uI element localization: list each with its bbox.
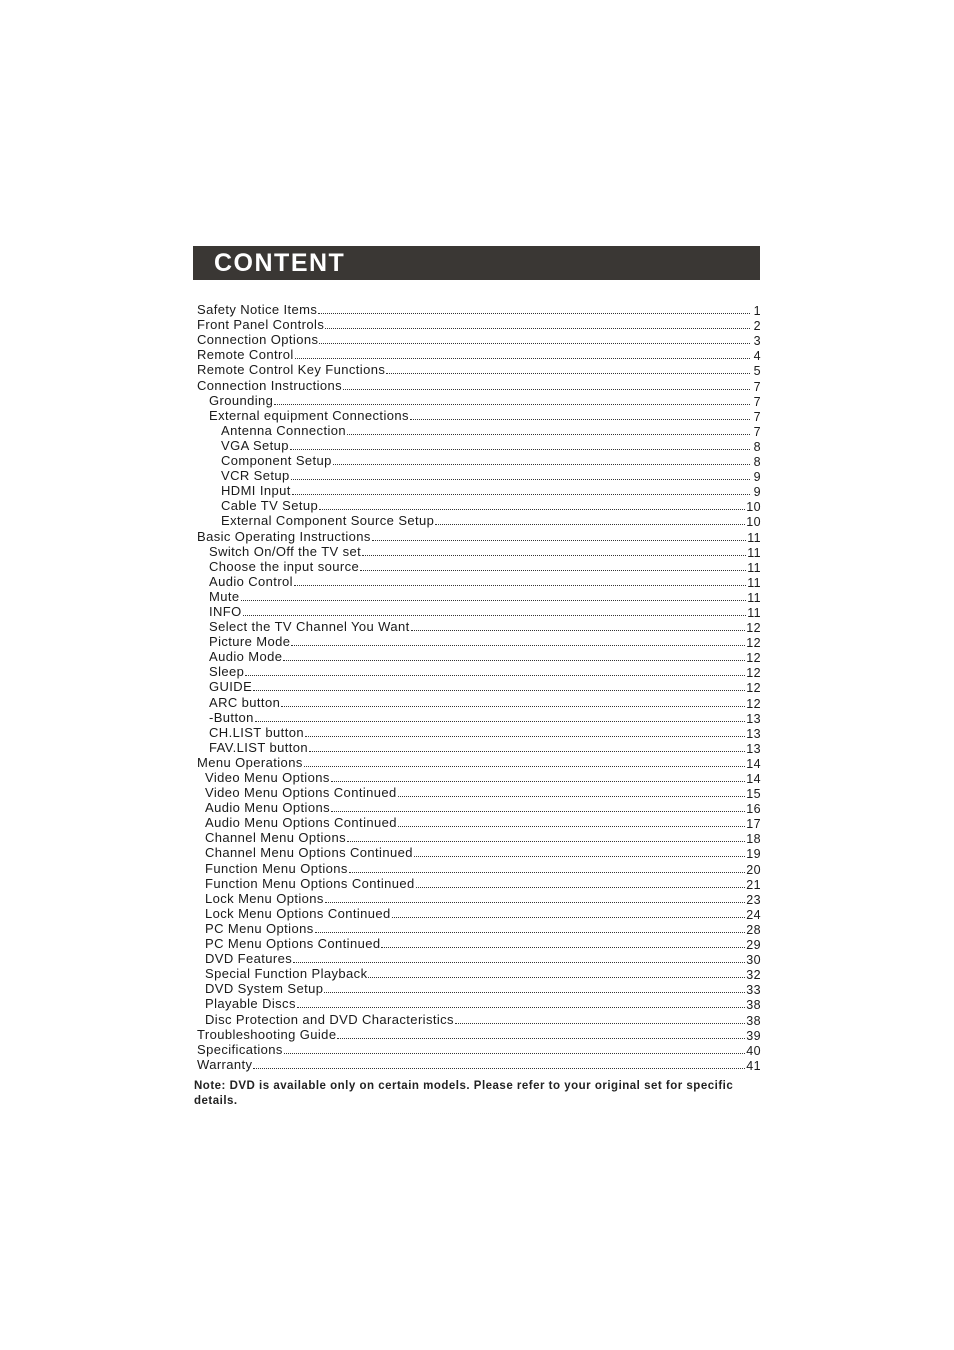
toc-entry-title: Front Panel Controls [197,317,325,333]
toc-dot-leader [293,961,745,963]
toc-dot-leader [386,372,750,374]
toc-dot-leader [292,493,750,495]
toc-entry-title: Antenna Connection [221,422,347,438]
toc-entry-title: Troubleshooting Guide [197,1026,337,1042]
toc-entry-title: Select the TV Channel You Want [209,619,410,635]
toc-dot-leader [305,735,745,737]
toc-entry-page: 21 [746,877,761,892]
toc-dot-leader [253,1067,745,1069]
toc-entry-page: 5 [753,364,761,379]
toc-entry[interactable] [197,740,761,755]
toc-entry-title: Lock Menu Options Continued [205,905,391,921]
toc-dot-leader [297,1006,745,1008]
note-text: DVD is available only on certain models. Please refer to your original set for specific details. [194,1080,734,1107]
toc-dot-leader [325,901,745,903]
toc-entry[interactable] [197,891,761,906]
toc-entry-title: Audio Control [209,573,293,589]
toc-entry-title: INFO [209,603,242,619]
toc-entry[interactable] [197,906,761,921]
toc-dot-leader [319,342,750,344]
toc-entry-page: 7 [753,379,761,394]
toc-entry[interactable] [197,755,761,770]
toc-entry-title: Audio Mode [209,649,283,665]
toc-entry-page: 12 [746,696,761,711]
toc-entry-page: 11 [747,590,761,605]
note-label: Note: [194,1080,226,1092]
toc-entry-title: PC Menu Options Continued [205,936,381,952]
toc-entry-title: Basic Operating Instructions [197,528,371,544]
toc-dot-leader [392,916,746,918]
toc-entry-title: CH.LIST button [209,724,304,740]
toc-entry-title: -Button [209,709,254,725]
toc-entry-page: 18 [746,832,761,847]
toc-entry[interactable] [197,770,761,785]
toc-entry-page: 10 [746,515,761,530]
toc-entry-page: 9 [753,485,761,500]
toc-entry-title: Connection Options [197,332,319,348]
toc-entry-title: DVD System Setup [205,981,324,997]
toc-dot-leader [319,508,745,510]
toc-entry-page: 19 [746,847,761,862]
toc-entry-page: 11 [747,575,761,590]
toc-dot-leader [325,327,750,329]
toc-entry[interactable] [197,347,761,362]
toc-dot-leader [349,871,745,873]
toc-dot-leader [290,448,750,450]
toc-entry[interactable] [197,302,761,317]
toc-dot-leader [411,629,746,631]
toc-entry[interactable] [197,589,761,604]
toc-entry[interactable] [197,423,761,438]
toc-entry-page: 32 [746,968,761,983]
toc-entry[interactable] [197,694,761,709]
toc-dot-leader [295,357,750,359]
toc-entry-page: 15 [746,787,761,802]
toc-entry[interactable] [197,634,761,649]
toc-entry-title: Function Menu Options Continued [205,875,415,891]
toc-entry[interactable] [197,393,761,408]
toc-entry-page: 20 [746,862,761,877]
toc-entry-page: 12 [746,621,761,636]
toc-entry-title: Special Function Playback [205,966,368,982]
toc-entry[interactable] [197,966,761,981]
toc-entry[interactable] [197,1011,761,1026]
toc-entry-page: 3 [753,334,761,349]
toc-entry-page: 38 [746,1013,761,1028]
toc-entry-title: Sleep [209,664,245,680]
toc-entry-title: VCR Setup [221,468,290,484]
toc-entry-title: Remote Control Key Functions [197,362,386,378]
toc-entry[interactable] [197,362,761,377]
toc-entry-page: 28 [746,922,761,937]
toc-dot-leader [281,705,745,707]
toc-entry-title: VGA Setup [221,437,289,453]
toc-entry[interactable] [197,604,761,619]
toc-entry[interactable] [197,876,761,891]
toc-entry-title: DVD Features [205,951,293,967]
toc-dot-leader [284,1052,745,1054]
toc-dot-leader [362,554,746,556]
toc-entry-page: 33 [746,983,761,998]
toc-dot-leader [241,599,747,601]
toc-entry-page: 23 [746,892,761,907]
toc-entry-title: FAV.LIST button [209,739,308,755]
toc-entry[interactable] [197,513,761,528]
toc-entry-page: 1 [753,304,761,319]
toc-entry-title: Playable Discs [205,996,296,1012]
toc-dot-leader [331,810,745,812]
toc-entry-title: Channel Menu Options Continued [205,845,413,861]
toc-entry[interactable] [197,649,761,664]
toc-entry[interactable] [197,377,761,392]
toc-entry-page: 13 [746,726,761,741]
toc-dot-leader [304,765,746,767]
toc-entry[interactable] [197,1057,761,1072]
toc-entry-page: 29 [746,938,761,953]
toc-entry-title: Mute [209,588,240,604]
toc-entry-page: 11 [747,530,761,545]
toc-dot-leader [318,312,750,314]
toc-entry-title: Disc Protection and DVD Characteristics [205,1011,454,1027]
model-note [194,1079,754,1109]
toc-entry-title: Audio Menu Options Continued [205,815,397,831]
toc-entry[interactable] [197,785,761,800]
toc-dot-leader [435,523,745,525]
toc-dot-leader [294,584,746,586]
toc-entry[interactable] [197,860,761,875]
toc-dot-leader [343,388,750,390]
toc-entry[interactable] [197,1042,761,1057]
toc-entry-title: Video Menu Options Continued [205,785,397,801]
toc-entry[interactable] [197,664,761,679]
toc-dot-leader [245,674,745,676]
toc-entry-title: Choose the input source [209,558,360,574]
toc-dot-leader [255,720,746,722]
toc-entry-page: 9 [753,470,761,485]
table-of-contents [197,302,761,1072]
toc-entry-title: HDMI Input [221,483,291,499]
toc-entry[interactable] [197,725,761,740]
toc-entry-title: Video Menu Options [205,770,330,785]
toc-entry[interactable] [197,317,761,332]
toc-dot-leader [381,946,745,948]
toc-dot-leader [416,886,746,888]
toc-entry-title: Component Setup [221,453,332,469]
toc-entry-title: Menu Operations [197,754,303,770]
toc-entry-page: 7 [753,409,761,424]
toc-dot-leader [253,689,745,691]
toc-entry-page: 40 [746,1043,761,1058]
toc-entry[interactable] [197,996,761,1011]
toc-entry[interactable] [197,498,761,513]
toc-dot-leader [291,478,750,480]
toc-entry[interactable] [197,453,761,468]
toc-dot-leader [398,795,746,797]
toc-entry[interactable] [197,408,761,423]
toc-dot-leader [331,780,746,782]
toc-entry-page: 7 [753,424,761,439]
toc-entry-page: 14 [746,756,761,771]
toc-dot-leader [274,403,750,405]
toc-entry-page: 4 [753,349,761,364]
toc-entry-title: Audio Menu Options [205,800,330,816]
toc-entry-page: 24 [746,907,761,922]
toc-dot-leader [315,931,746,933]
toc-entry-page: 10 [746,500,761,515]
toc-entry-title: Remote Control [197,347,294,363]
toc-dot-leader [283,659,745,661]
toc-entry-title: PC Menu Options [205,920,314,936]
toc-entry-title: External Component Source Setup [221,513,435,529]
toc-entry-title: Function Menu Options [205,860,348,876]
toc-entry-title: Picture Mode [209,634,291,650]
toc-dot-leader [337,1037,745,1039]
toc-entry[interactable] [197,800,761,815]
content-header-bar [193,246,760,280]
toc-entry[interactable] [197,468,761,483]
toc-entry-title: Safety Notice Items [197,302,318,318]
toc-entry-page: 7 [753,394,761,409]
toc-entry[interactable] [197,830,761,845]
toc-entry-page: 11 [747,560,761,575]
toc-entry-page: 11 [747,605,761,620]
toc-entry[interactable] [197,921,761,936]
toc-dot-leader [372,539,746,541]
toc-entry-page: 12 [746,636,761,651]
toc-entry-page: 2 [753,319,761,334]
toc-entry-page: 8 [753,439,761,454]
toc-entry[interactable] [197,710,761,725]
toc-entry-title: Switch On/Off the TV set [209,543,362,559]
toc-entry-page: 11 [747,545,761,560]
toc-entry-page: 12 [746,651,761,666]
toc-entry-page: 8 [753,455,761,470]
toc-entry[interactable] [197,544,761,559]
toc-entry-title: Specifications [197,1041,283,1057]
toc-entry-page: 16 [746,802,761,817]
toc-dot-leader [347,840,745,842]
toc-entry[interactable] [197,559,761,574]
toc-dot-leader [410,418,750,420]
toc-entry[interactable] [197,951,761,966]
toc-entry-title: External equipment Connections [209,407,409,423]
toc-entry-title: GUIDE [209,679,253,695]
toc-entry[interactable] [197,815,761,830]
toc-dot-leader [398,825,745,827]
toc-entry[interactable] [197,574,761,589]
page-title: CONTENT [214,249,346,277]
toc-dot-leader [309,750,745,752]
toc-entry[interactable] [197,483,761,498]
toc-entry-title: Lock Menu Options [205,890,324,906]
toc-entry[interactable] [197,981,761,996]
toc-entry-page: 30 [746,953,761,968]
toc-entry-page: 41 [746,1058,761,1073]
toc-entry-page: 17 [746,817,761,832]
toc-entry-title: Channel Menu Options [205,830,346,846]
toc-entry-page: 39 [746,1028,761,1043]
toc-entry[interactable] [197,528,761,543]
toc-entry[interactable] [197,619,761,634]
toc-entry-title: Warranty [197,1056,253,1072]
toc-entry-page: 12 [746,666,761,681]
toc-entry-title: ARC button [209,694,281,710]
toc-entry[interactable] [197,679,761,694]
toc-entry-title: Grounding [209,392,274,408]
toc-entry[interactable] [197,438,761,453]
toc-entry-page: 14 [746,772,761,786]
toc-dot-leader [347,433,750,435]
toc-dot-leader [324,991,745,993]
toc-entry[interactable] [197,1027,761,1042]
toc-entry[interactable] [197,332,761,347]
toc-dot-leader [360,569,746,571]
toc-entry-page: 13 [746,741,761,756]
toc-dot-leader [243,614,747,616]
toc-entry[interactable] [197,845,761,860]
toc-entry[interactable] [197,936,761,951]
toc-entry-title: Connection Instructions [197,377,343,393]
toc-dot-leader [333,463,750,465]
toc-dot-leader [368,976,745,978]
toc-dot-leader [455,1022,745,1024]
toc-dot-leader [414,855,745,857]
toc-entry-page: 12 [746,681,761,696]
toc-dot-leader [291,644,745,646]
toc-entry-title: Cable TV Setup [221,498,319,514]
toc-entry-page: 13 [746,711,761,726]
toc-entry-page: 38 [746,998,761,1013]
